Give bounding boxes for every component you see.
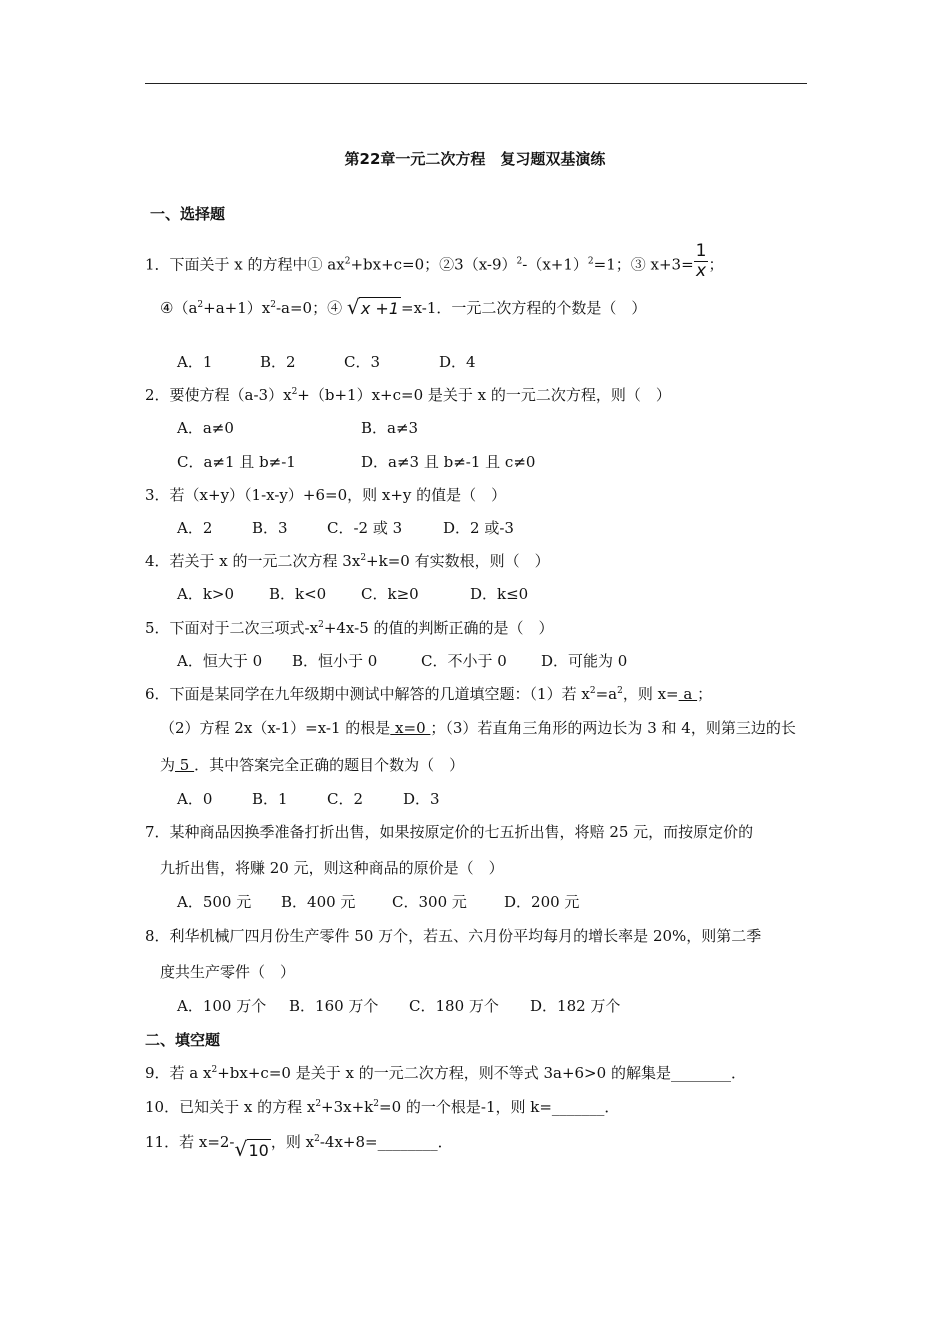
- option-b[interactable]: B．160 万个: [289, 997, 379, 1015]
- option-b[interactable]: B．恒小于 0: [292, 652, 378, 670]
- question-10: 10．已知关于 x 的方程 $x^2+3x+k^2=0$ 的一个根是-1，则 k=_______．: [145, 1098, 620, 1116]
- question-6-line-3: 为 5 ．其中答案完全正确的题目个数为（ ）: [160, 756, 465, 774]
- option-d[interactable]: D．2 或-3: [443, 519, 514, 537]
- option-b[interactable]: B．2: [260, 353, 296, 371]
- question-6-line-1: 6．下面是某同学在九年级期中测试中解答的几道填空题：（1）若 $x^2=a^2$，则 x= a ；: [145, 685, 713, 703]
- option-d[interactable]: D．200 元: [504, 893, 580, 911]
- question-4: 4．若关于 x 的一元二次方程 $3x^2+k=0$ 有实数根，则（ ）: [145, 552, 550, 570]
- option-c[interactable]: C．2: [327, 790, 364, 808]
- option-d[interactable]: D．可能为 0: [541, 652, 628, 670]
- option-b[interactable]: B．3: [252, 519, 288, 537]
- header-rule: [145, 83, 807, 84]
- option-d[interactable]: D．k≤0: [470, 585, 529, 603]
- sqrt-x-plus-1: √ x +1: [346, 295, 399, 319]
- question-1-line-2: $④(a^2+a+1)x^2-a=0$；④ √ x +1 =x-1．一元二次方程的个数是（ ）: [160, 295, 647, 319]
- question-9: 9．若 a $x^2+bx+c=0$ 是关于 x 的一元二次方程，则不等式 3a+6>0 的解集是________．: [145, 1064, 746, 1082]
- question-8-line-2: 度共生产零件（ ）: [160, 963, 296, 981]
- answer-2: x=0: [390, 719, 431, 737]
- question-8-line-1: 8．利华机械厂四月份生产零件 50 万个，若五、六月份平均每月的增长率是 20%，则第二季: [145, 927, 762, 945]
- option-c[interactable]: C．-2 或 3: [327, 519, 403, 537]
- sqrt-10: √ 10: [234, 1137, 269, 1161]
- question-2: 2．要使方程$(a-3)x^2+(b+1)x+c=0$ 是关于 x 的一元二次方程，则（ ）: [145, 386, 671, 404]
- option-b[interactable]: B．400 元: [281, 893, 356, 911]
- option-d[interactable]: D．4: [439, 353, 476, 371]
- option-a[interactable]: A．100 万个: [177, 997, 267, 1015]
- option-c[interactable]: C．300 元: [392, 893, 467, 911]
- section-heading-choice: 一、选择题: [150, 205, 226, 223]
- option-c[interactable]: C．180 万个: [409, 997, 499, 1015]
- option-b[interactable]: B．a≠3: [361, 419, 419, 437]
- option-a[interactable]: A．k>0: [177, 585, 235, 603]
- option-a[interactable]: A．2: [177, 519, 213, 537]
- option-c[interactable]: C．a≠1 且 b≠-1: [177, 453, 296, 471]
- option-d[interactable]: D．a≠3 且 b≠-1 且 c≠0: [361, 453, 536, 471]
- answer-1: a: [678, 685, 698, 703]
- option-c[interactable]: C．不小于 0: [421, 652, 507, 670]
- answer-3: 5: [175, 756, 195, 774]
- option-a[interactable]: A．恒大于 0: [177, 652, 263, 670]
- fraction-one-over-x: $\frac{1}{x}$: [695, 241, 707, 281]
- question-7-line-1: 7．某种商品因换季准备打折出售，如果按原定价的七五折出售，将赔 25 元，而按原定价的: [145, 823, 754, 841]
- option-b[interactable]: B．k<0: [269, 585, 327, 603]
- option-a[interactable]: A．1: [177, 353, 213, 371]
- option-a[interactable]: A．500 元: [177, 893, 252, 911]
- option-c[interactable]: C．k≥0: [361, 585, 419, 603]
- question-5: 5．下面对于二次三项式$-x^2+4x-5$ 的值的判断正确的是（ ）: [145, 619, 554, 637]
- option-d[interactable]: D．3: [403, 790, 440, 808]
- question-3: 3．若（x+y）（1-x-y）+6=0，则 x+y 的值是（ ）: [145, 486, 507, 504]
- option-a[interactable]: A．a≠0: [177, 419, 234, 437]
- question-6-line-2: （2）方程 2x（x-1）=x-1 的根是 x=0 ；（3）若直角三角形的两边长为 3 和 4，则第三边的长: [160, 719, 796, 737]
- page-title: 第22章一元二次方程 复习题双基演练: [344, 150, 606, 168]
- question-7-line-2: 九折出售，将赚 20 元，则这种商品的原价是（ ）: [160, 859, 504, 877]
- question-1-line-1: 1．下面关于 x 的方程中① $ax^2+bx+c=0$；$②3(x-9)^2-(x+1)^2=1$；③ x+3= $\frac{1}{x}$ ；: [145, 241, 724, 281]
- section-heading-fill-in: 二、填空题: [145, 1031, 221, 1049]
- option-c[interactable]: C．3: [344, 353, 381, 371]
- question-11: 11．若 x=2- √ 10 ，则 $x^2-4x+8=\_\_\_\_\_\_\_\_$．: [145, 1133, 453, 1161]
- option-d[interactable]: D．182 万个: [530, 997, 621, 1015]
- option-a[interactable]: A．0: [177, 790, 213, 808]
- option-b[interactable]: B．1: [252, 790, 288, 808]
